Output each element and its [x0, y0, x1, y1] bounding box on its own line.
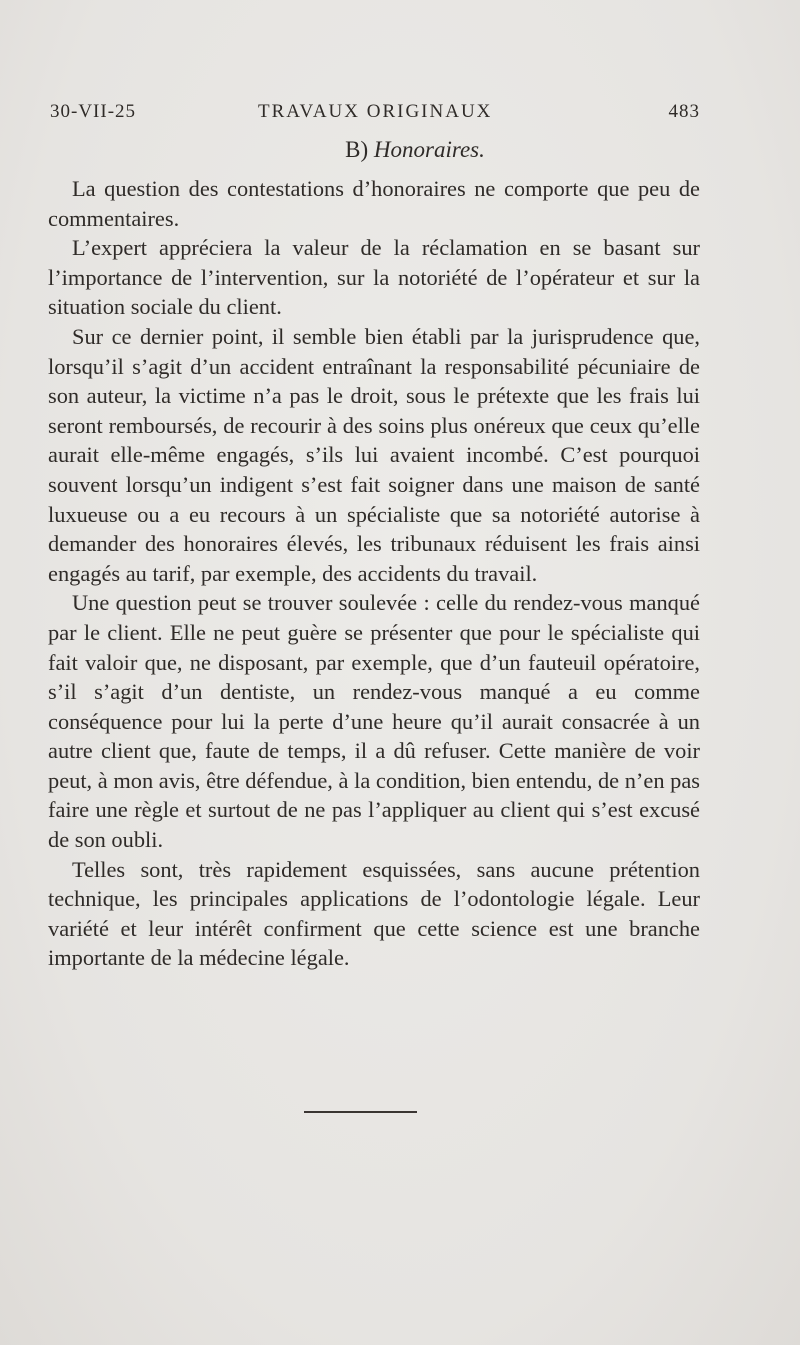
paragraph: Une question peut se trouver soulevée : celle du rendez-vous manqué par le client. Elle ne peut guère se présenter que pour le spécialiste qui fait valoir que, ne disposant, par exemple, que d’un fauteuil opératoire, s’il s’agit d’un dentiste, un rendez-vous manqué a eu comme conséquence pour lui la perte d’une heure qu’il aurait consacrée à un autre client que, faute de temps, il a dû refuser. Cette manière de voir peut, à mon avis, être défendue, à la condition, bien entendu, de n’en pas faire une règle et surtout de ne pas l’appliquer au client qui s’est excusé de son oubli. [48, 590, 700, 853]
paragraph: Telles sont, très rapidement esquissées, sans aucune prétention technique, les principales applications de l’odontologie légale. Leur variété et leur intérêt confirment que cette science est une branche importante de la médecine légale. [48, 856, 700, 971]
section-prefix: B) [345, 137, 369, 162]
body-text [48, 174, 700, 973]
header-date: 30-VII-25 [50, 101, 137, 122]
paragraph: La question des contestations d’honoraires ne comporte que peu de commentaires. [48, 176, 700, 231]
paragraph: Sur ce dernier point, il semble bien établi par la jurisprudence que, lorsqu’il s’agit d’un accident entraînant la responsabilité pécuniaire de son auteur, la victime n’a pas le droit, sous le prétexte que les frais lui seront remboursés, de recourir à des soins plus onéreux que ceux qu’elle aurait elle-même engagés, s’ils lui avaient incombé. C’est pourquoi souvent lorsqu’un indigent s’est fait soigner dans une maison de santé luxueuse ou a eu recours à un spécialiste que sa notoriété autorise à demander des honoraires élevés, les tribunaux réduisent les frais ainsi engagés au tarif, par exemple, des accidents du travail. [48, 323, 700, 586]
header-title: TRAVAUX ORIGINAUX [258, 101, 493, 122]
page-number: 483 [668, 101, 700, 122]
end-rule-divider [304, 1111, 417, 1113]
paragraph: L’expert appréciera la valeur de la réclamation en se basant sur l’importance de l’intervention, sur la notoriété de l’opérateur et sur la situation sociale du client. [48, 235, 700, 320]
running-header [50, 101, 700, 129]
section-title: Honoraires. [373, 137, 485, 162]
section-heading [0, 137, 800, 163]
